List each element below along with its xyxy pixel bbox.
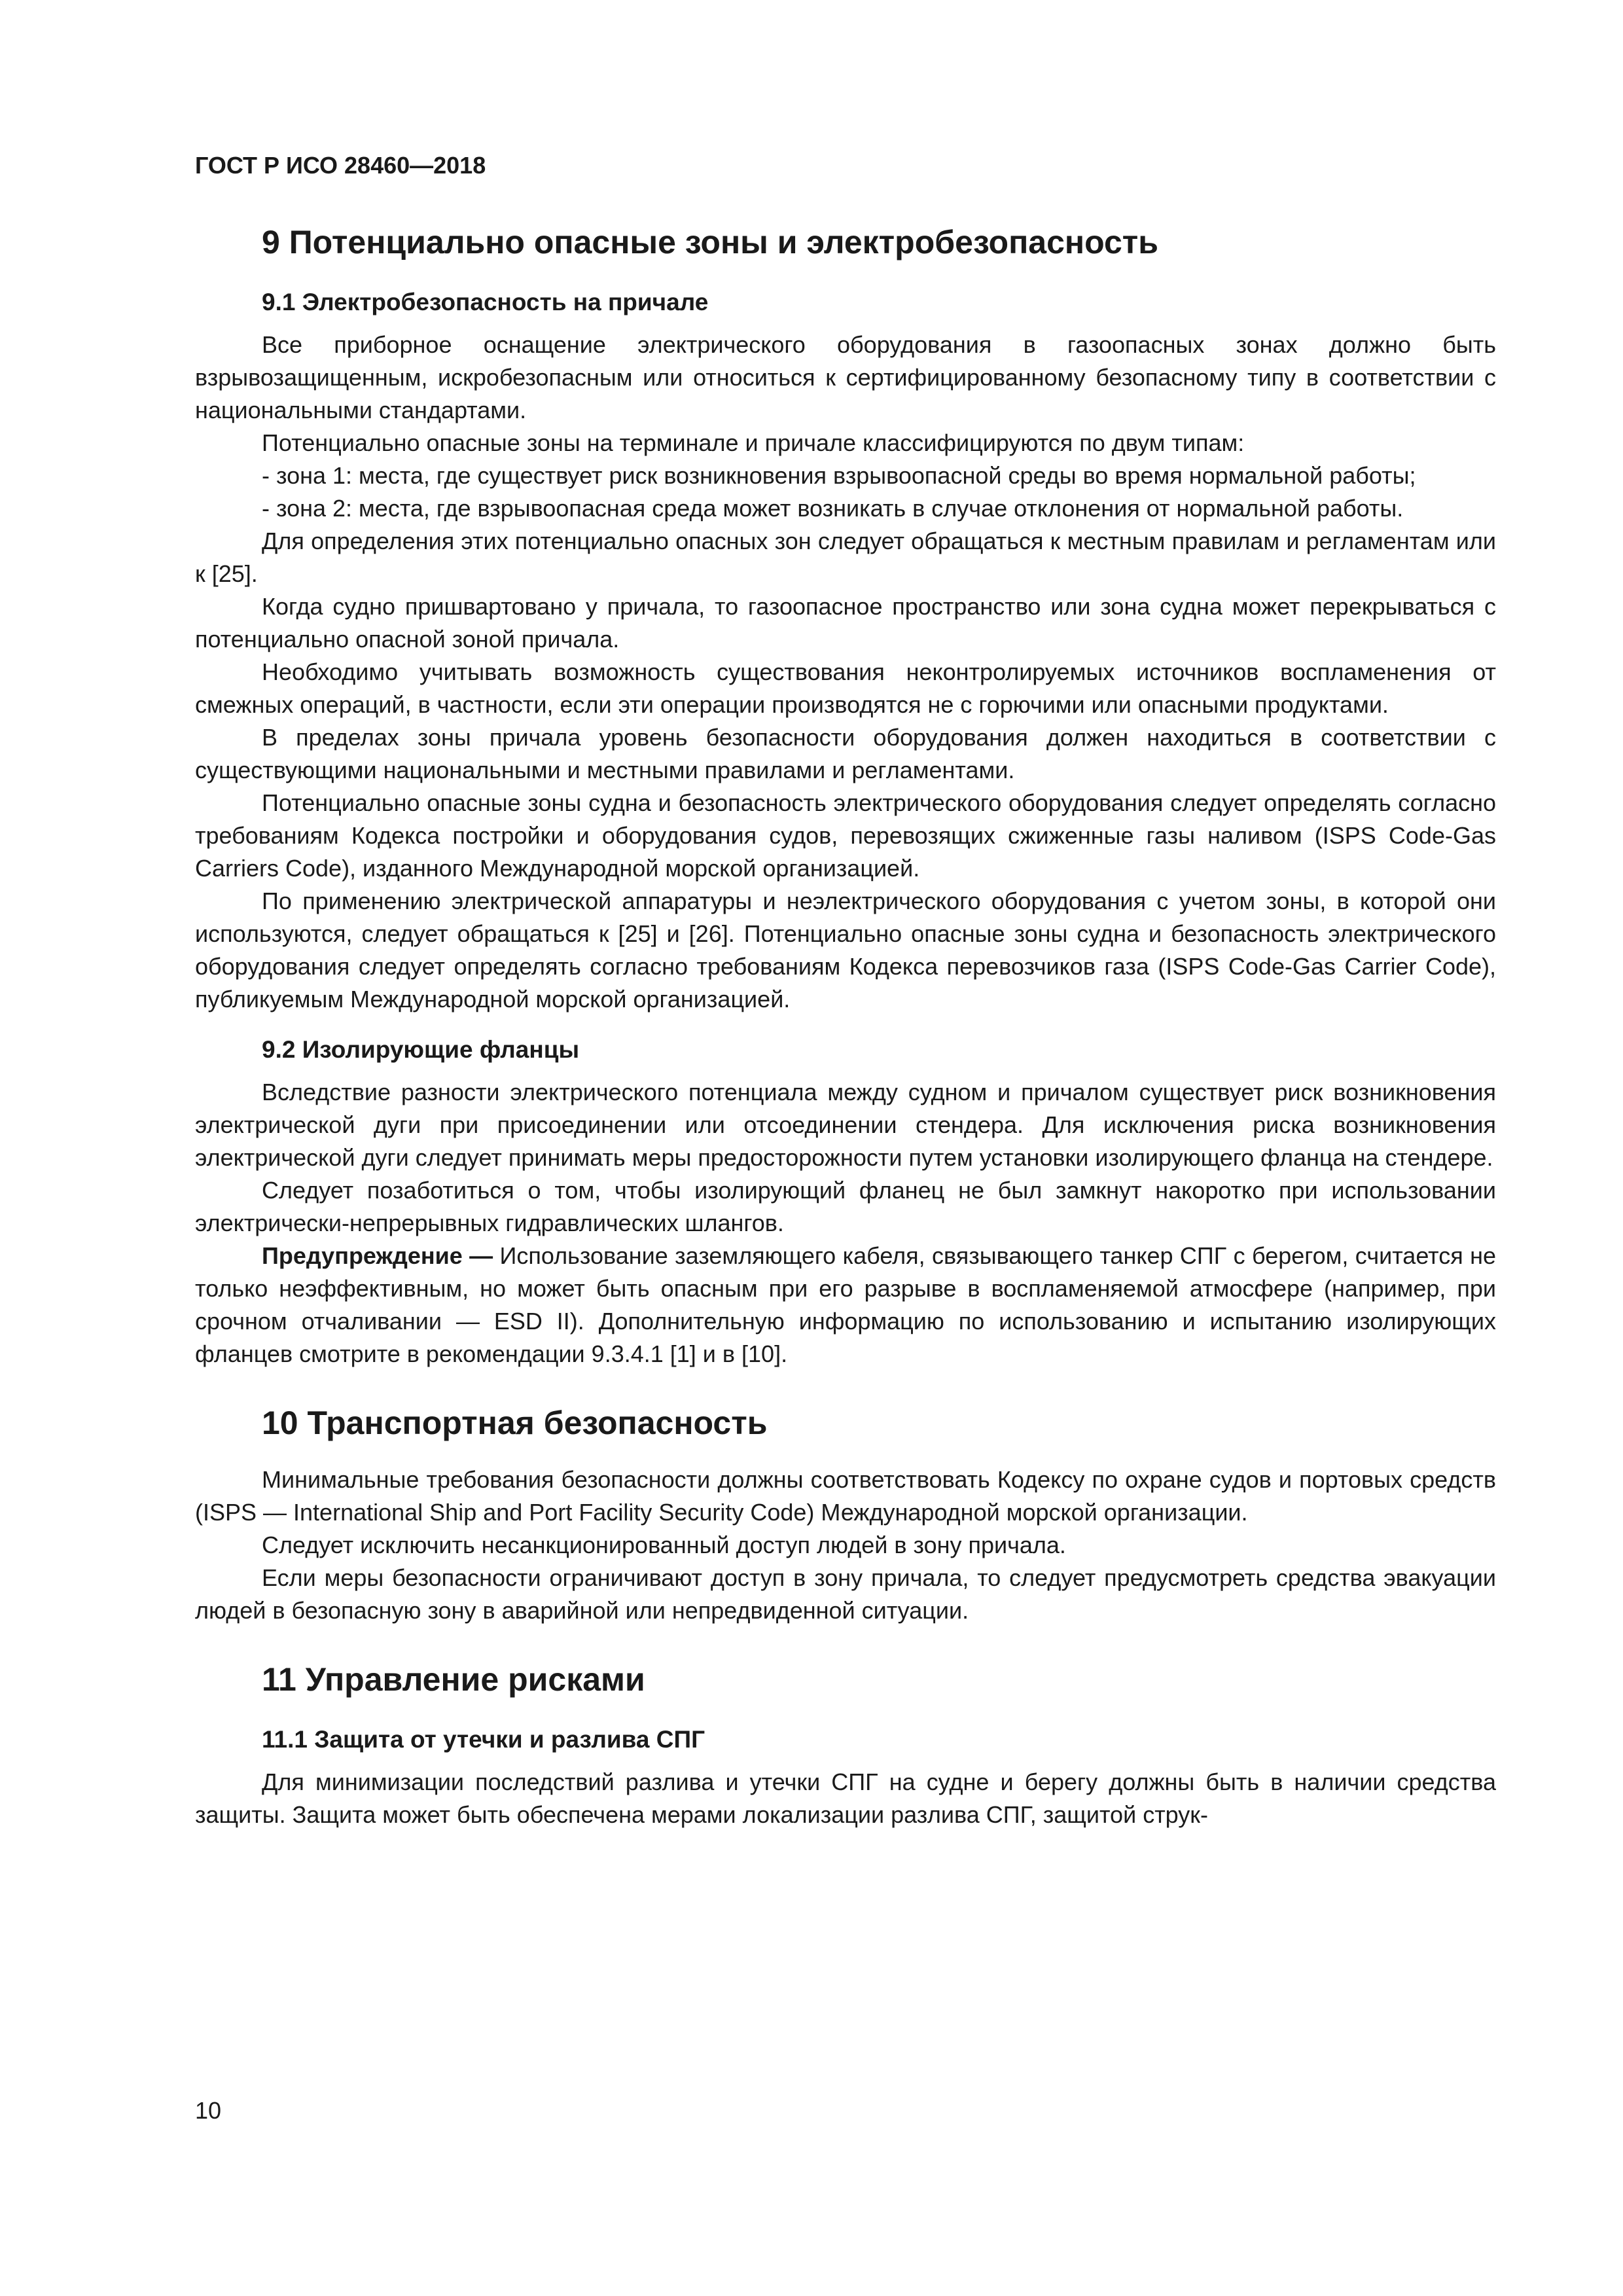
warning-label: Предупреждение — xyxy=(262,1242,493,1269)
list-item-zone-2: - зона 2: места, где взрывоопасная среда может возникать в случае отклонения от нормальной работы. xyxy=(262,495,1404,522)
document-header: ГОСТ Р ИСО 28460—2018 xyxy=(195,152,486,179)
paragraph: Потенциально опасные зоны судна и безопасность электрического оборудования следует определять согласно требованиям Кодекса постройки и оборудования судов, перевозящих сжиженные газы наливом (ISPS Code-Gas Carriers Code), изданного Международной морской организацией. xyxy=(195,789,1496,882)
page-content xyxy=(195,216,1496,1831)
paragraph: Необходимо учитывать возможность существования неконтролируемых источников воспламенения от смежных операций, в частности, если эти операции производятся не с горючими или опасными продуктами. xyxy=(195,658,1496,718)
subsection-9-2-title: 9.2 Изолирующие фланцы xyxy=(262,1036,580,1063)
subsection-9-1-title: 9.1 Электробезопасность на причале xyxy=(262,289,709,315)
paragraph: Потенциально опасные зоны на терминале и причале классифицируются по двум типам: xyxy=(262,429,1245,456)
paragraph: Для минимизации последствий разлива и утечки СПГ на судне и берегу должны быть в наличии средства защиты. Защита может быть обеспечена мерами локализации разлива СПГ, защитой струк- xyxy=(195,1768,1496,1828)
paragraph: По применению электрической аппаратуры и неэлектрического оборудования с учетом зоны, в которой они используются, следует обращаться к [25] и [26]. Потенциально опасные зоны судна и безопасность электрического оборудования следует определять согласно требованиям Кодекса перевозчиков газа (ISPS Code-Gas Carrier Code), публикуемым Международной морской организацией. xyxy=(195,888,1496,1013)
paragraph: Вследствие разности электрического потенциала между судном и причалом существует риск возникновения электрической дуги при присоединении или отсоединении стендера. Для исключения риска возникновения электрической дуги следует принимать меры предосторожности путем установки изолирующего фланца на стендере. xyxy=(195,1079,1496,1171)
paragraph: В пределах зоны причала уровень безопасности оборудования должен находиться в соответствии с существующими национальными и местными правилами и регламентами. xyxy=(195,724,1496,783)
paragraph: Следует исключить несанкционированный доступ людей в зону причала. xyxy=(262,1532,1066,1558)
paragraph: Минимальные требования безопасности должны соответствовать Кодексу по охране судов и портовых средств (ISPS — International Ship and Port Facility Security Code) Международной морской организации. xyxy=(195,1466,1496,1526)
paragraph: Следует позаботиться о том, чтобы изолирующий фланец не был замкнут накоротко при использовании электрически-непрерывных гидравлических шлангов. xyxy=(195,1177,1496,1236)
subsection-11-1-title: 11.1 Защита от утечки и разлива СПГ xyxy=(262,1726,705,1753)
section-9-title: 9 Потенциально опасные зоны и электробезопасность xyxy=(262,224,1159,260)
warning-paragraph xyxy=(195,1240,1496,1371)
section-10-title: 10 Транспортная безопасность xyxy=(262,1405,768,1441)
paragraph: Для определения этих потенциально опасных зон следует обращаться к местным правилам и регламентам или к [25]. xyxy=(195,528,1496,587)
paragraph: Когда судно пришвартовано у причала, то газоопасное пространство или зона судна может перекрываться с потенциально опасной зоной причала. xyxy=(195,593,1496,653)
paragraph: Все приборное оснащение электрического оборудования в газоопасных зонах должно быть взрывозащищенным, искробезопасным или относиться к сертифицированному безопасному типу в соответствии с национальными стандартами. xyxy=(195,331,1496,423)
section-11-title: 11 Управление рисками xyxy=(262,1661,645,1698)
warning-text: Использование заземляющего кабеля, связывающего танкер СПГ с берегом, считается не только неэффективным, но может быть опасным при его разрыве в воспламеняемой атмосфере (например, при срочном отчаливании — ESD II). Дополнительную информацию по использованию и испытанию изолирующих фланцев смотрите в рекомендации 9.3.4.1 [1] и в [10]. xyxy=(195,1242,1496,1367)
list-item-zone-1: - зона 1: места, где существует риск возникновения взрывоопасной среды во время нормальной работы; xyxy=(262,462,1416,489)
page-number: 10 xyxy=(195,2097,222,2124)
paragraph: Если меры безопасности ограничивают доступ в зону причала, то следует предусмотреть средства эвакуации людей в безопасную зону в аварийной или непредвиденной ситуации. xyxy=(195,1564,1496,1624)
